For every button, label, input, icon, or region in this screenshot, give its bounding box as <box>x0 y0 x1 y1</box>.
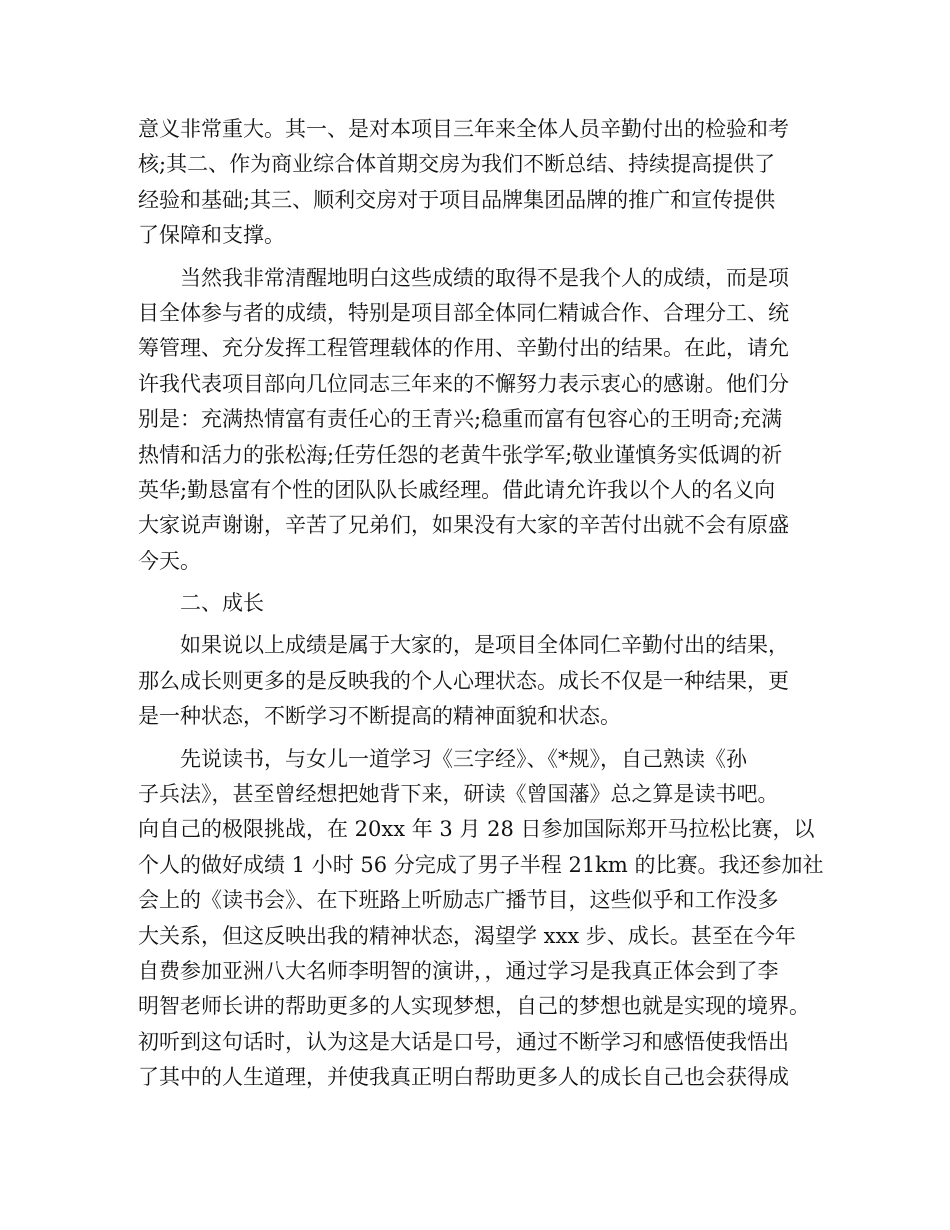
paragraph-gap <box>138 254 818 261</box>
paragraph-significance <box>138 112 818 254</box>
paragraph-thanks <box>138 261 818 580</box>
text-line: 那么成长则更多的是反映我的个人心理状态。成长不仅是一种结果，更 <box>138 668 789 693</box>
text-line: 了其中的人生道理，并使我真正明白帮助更多人的成长自己也会获得成 <box>138 1065 789 1090</box>
document-body <box>138 112 824 1096</box>
paragraph-gap <box>138 621 818 628</box>
text-line: 了保障和支撑。 <box>138 223 285 248</box>
text-line: 向自己的极限挑战，在 20xx 年 3 月 28 日参加国际郑开马拉松比赛，以 <box>138 817 815 842</box>
text-line: 许我代表项目部向几位同志三年来的不懈努力表示衷心的感谢。他们分 <box>138 371 789 396</box>
text-line: 目全体参与者的成绩，特别是项目部全体同仁精诚合作、合理分工、统 <box>138 300 789 325</box>
text-line: 今天。 <box>138 548 201 573</box>
text-line: 初听到这句话时，认为这是大话是口号，通过不断学习和感悟使我悟出 <box>138 1029 789 1054</box>
paragraph-gap <box>138 735 818 742</box>
paragraph-reading <box>138 742 824 1096</box>
text-line: 经验和基础;其三、顺利交房对于项目品牌集团品牌的推广和宣传提供 <box>138 187 776 212</box>
text-line: 大关系，但这反映出我的精神状态，渴望学 xxx 步、成长。甚至在今年 <box>138 923 796 948</box>
paragraph-growth-intro <box>138 628 818 734</box>
text-line: 个人的做好成绩 1 小时 56 分完成了男子半程 21km 的比赛。我还参加社 <box>138 852 824 877</box>
text-line: 别是：充满热情富有责任心的王青兴;稳重而富有包容心的王明奇;充满 <box>138 407 783 432</box>
text-line: 自费参加亚洲八大名师李明智的演讲，，通过学习是我真正体会到了李 <box>138 958 779 983</box>
paragraph-gap <box>138 579 818 586</box>
text-line: 英华;勤恳富有个性的团队队长戚经理。借此请允许我以个人的名义向 <box>138 477 776 502</box>
text-line: 会上的《读书会》、在下班路上听励志广播节目，这些似乎和工作没多 <box>138 888 779 913</box>
text-line: 核;其二、作为商业综合体首期交房为我们不断总结、持续提高提供了 <box>138 152 776 177</box>
text-line: 是一种状态，不断学习不断提高的精神面貌和状态。 <box>138 704 621 729</box>
section-heading-growth <box>138 586 818 621</box>
text-line: 明智老师长讲的帮助更多的人实现梦想，自己的梦想也就是实现的境界。 <box>138 994 810 1019</box>
text-line: 先说读书，与女儿一道学习《三字经》、《*规》，自己熟读《孙 <box>138 746 747 771</box>
text-line: 如果说以上成绩是属于大家的，是项目全体同仁辛勤付出的结果， <box>138 633 789 658</box>
text-line: 意义非常重大。其一、是对本项目三年来全体人员辛勤付出的检验和考 <box>138 117 789 141</box>
section-heading: 二、成长 <box>138 591 264 616</box>
text-line: 当然我非常清醒地明白这些成绩的取得不是我个人的成绩，而是项 <box>138 265 789 290</box>
text-line: 子兵法》，甚至曾经想把她背下来，研读《曾国藩》总之算是读书吧。 <box>138 782 779 807</box>
text-line: 筹管理、充分发挥工程管理载体的作用、辛勤付出的结果。在此，请允 <box>138 336 789 361</box>
text-line: 大家说声谢谢，辛苦了兄弟们，如果没有大家的辛苦付出就不会有原盛 <box>138 513 789 538</box>
text-line: 热情和活力的张松海;任劳任怨的老黄牛张学军;敬业谨慎务实低调的祈 <box>138 442 783 467</box>
